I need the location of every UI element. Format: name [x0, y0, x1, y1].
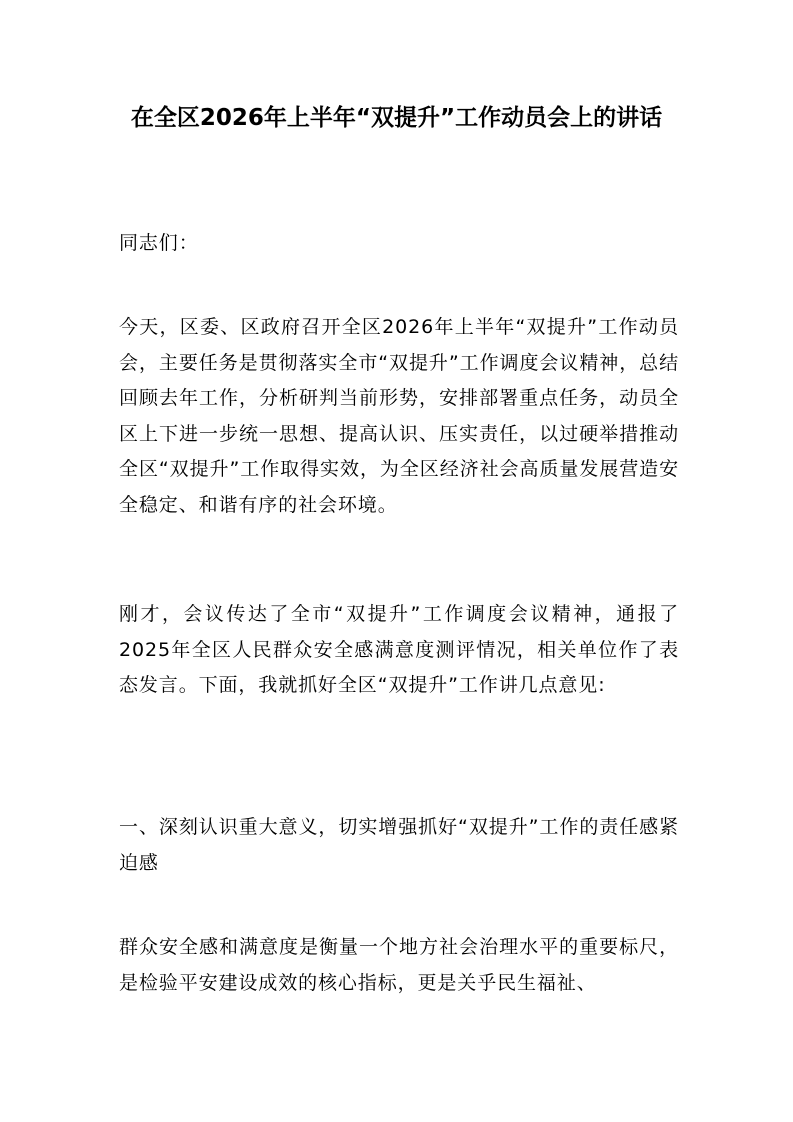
section-heading: 一、深刻认识重大意义，切实增强抓好“双提升”工作的责任感紧迫感	[119, 816, 679, 874]
document-title: 在全区2026年上半年“双提升”工作动员会上的讲话	[130, 105, 663, 131]
section-paragraph: 群众安全感和满意度是衡量一个地方社会治理水平的重要标尺，是检验平安建设成效的核心指标，更是关乎民生福祉、	[119, 936, 679, 994]
paragraph-opening: 今天，区委、区政府召开全区2026年上半年“双提升”工作动员会，主要任务是贯彻落实全市“双提升”工作调度会议精神，总结回顾去年工作，分析研判当前形势，安排部署重点任务，动员全区上下进一步统一思想、提高认识、压实责任，以过硬举措推动全区“双提升”工作取得实效，为全区经济社会高质量发展营造安全稳定、和谐有序的社会环境。	[119, 316, 679, 516]
paragraph-meeting-summary: 刚才，会议传达了全市“双提升”工作调度会议精神，通报了2025年全区人民群众安全感满意度测评情况，相关单位作了表态发言。下面，我就抓好全区“双提升”工作讲几点意见:	[119, 603, 679, 696]
greeting: 同志们：	[119, 232, 199, 254]
